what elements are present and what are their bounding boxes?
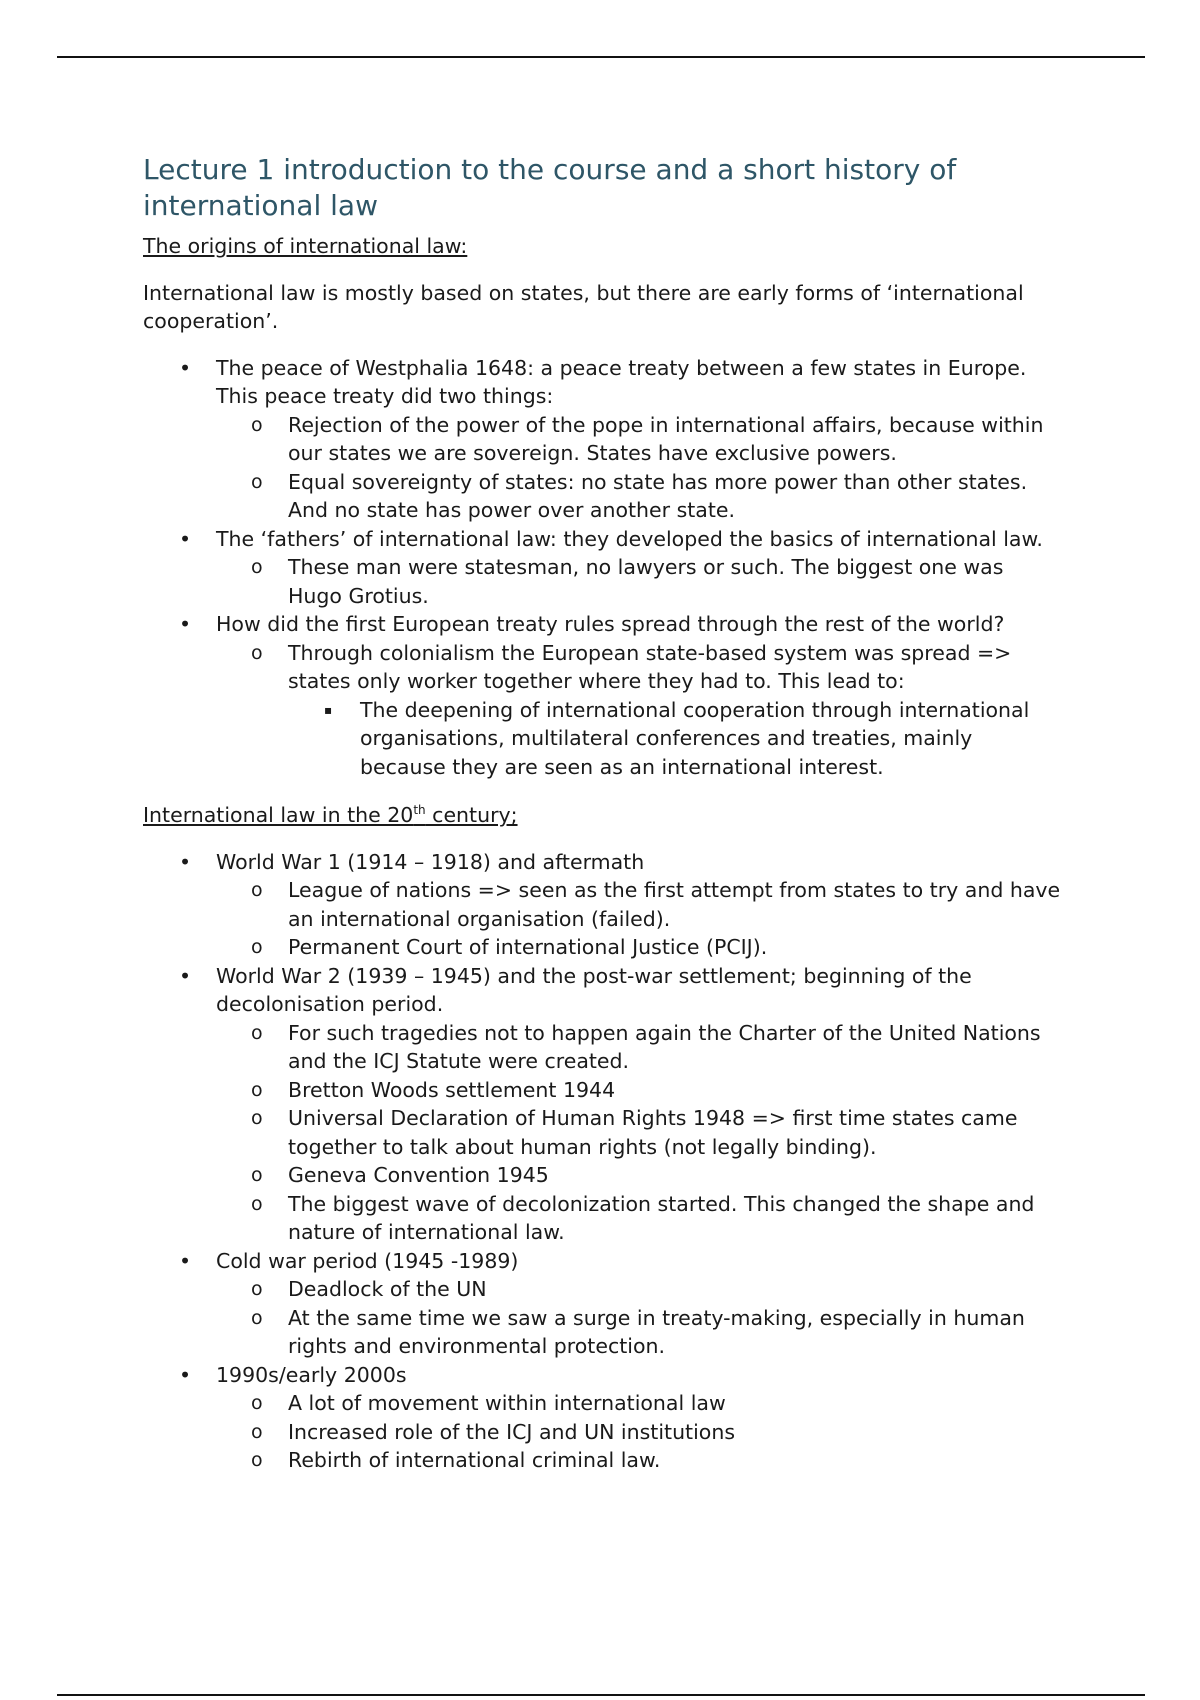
sub-list-item xyxy=(216,553,1063,610)
sub-list-item-text: A lot of movement within international law xyxy=(288,1391,726,1415)
sub-list-item xyxy=(216,1389,1063,1418)
circle-marker: o xyxy=(251,413,263,436)
heading-text-end: century; xyxy=(425,803,518,827)
list-item-text: 1990s/early 2000s xyxy=(216,1362,407,1387)
circle-marker: o xyxy=(251,641,263,664)
sub-list-item xyxy=(216,1104,1063,1161)
sub-list-item-text: The biggest wave of decolonization started. This changed the shape and nature of international law. xyxy=(288,1191,1035,1244)
origins-list xyxy=(143,354,1063,782)
circle-marker: o xyxy=(251,1164,263,1186)
sub-list-item xyxy=(216,1304,1063,1361)
sub-list-item xyxy=(216,1190,1063,1247)
circle-marker: o xyxy=(251,1449,263,1471)
list-item xyxy=(143,1361,1063,1475)
circle-marker: o xyxy=(251,936,263,958)
heading-text: International law in the 20 xyxy=(143,803,414,827)
circle-marker: o xyxy=(251,1278,263,1300)
sub-list-item-text: Rebirth of international criminal law. xyxy=(288,1448,661,1472)
sub-list xyxy=(216,876,1063,962)
bullet-marker: • xyxy=(179,963,192,988)
list-item xyxy=(143,848,1063,962)
circle-marker: o xyxy=(251,1392,263,1414)
sub-list-item-text: Equal sovereignty of states: no state has more power than other states. And no state has power over another state. xyxy=(288,469,1028,522)
list-item xyxy=(143,962,1063,1247)
header-rule xyxy=(57,56,1145,58)
sub-list-item-text: Rejection of the power of the pope in international affairs, because within our states we are sovereign. States have exclusive powers. xyxy=(288,412,1044,465)
sub-list-item-text: Permanent Court of international Justice (PCIJ). xyxy=(288,935,768,959)
sub-list-item-text: Bretton Woods settlement 1944 xyxy=(288,1077,616,1102)
page-title: Lecture 1 introduction to the course and a short history of international law xyxy=(143,153,957,222)
list-item xyxy=(143,1247,1063,1361)
bullet-marker: • xyxy=(179,612,192,636)
sub-list-item-text: For such tragedies not to happen again the Charter of the United Nations and the ICJ Statute were created. xyxy=(288,1020,1041,1073)
twentieth-century-list xyxy=(143,848,1063,1475)
sub-sub-list xyxy=(288,696,1063,782)
list-item-text: World War 1 (1914 – 1918) and aftermath xyxy=(216,849,645,874)
list-item xyxy=(143,610,1063,781)
circle-marker: o xyxy=(251,470,263,493)
bullet-marker: • xyxy=(179,1362,192,1387)
sub-list-item-text: Geneva Convention 1945 xyxy=(288,1163,549,1187)
list-item-text: World War 2 (1939 – 1945) and the post-war settlement; beginning of the decolonisation period. xyxy=(216,963,972,1016)
sub-list-item-text: Increased role of the ICJ and UN institutions xyxy=(288,1419,736,1444)
sub-list xyxy=(216,553,1063,610)
sub-sub-list-item-text: The deepening of international cooperation through international organisations, multilateral conferences and treaties, mainly because they are seen as an international interest. xyxy=(360,697,1030,779)
intro-paragraph: International law is mostly based on states, but there are early forms of ‘international cooperation’. xyxy=(143,280,1024,333)
circle-marker: o xyxy=(251,1021,263,1044)
circle-marker: o xyxy=(251,879,263,901)
sub-list xyxy=(216,1019,1063,1247)
circle-marker: o xyxy=(251,556,263,578)
heading-superscript: th xyxy=(413,803,426,818)
sub-list-item-text: Universal Declaration of Human Rights 1948 => first time states came together to talk about human rights (not legally binding). xyxy=(288,1106,1018,1159)
bullet-marker: • xyxy=(179,355,192,380)
sub-list xyxy=(216,411,1063,525)
sub-list-item xyxy=(216,876,1063,933)
list-item-text: Cold war period (1945 -1989) xyxy=(216,1248,519,1273)
sub-list-item xyxy=(216,1418,1063,1447)
circle-marker: o xyxy=(251,1192,263,1215)
list-item xyxy=(143,525,1063,611)
circle-marker: o xyxy=(251,1078,263,1101)
sub-list-item xyxy=(216,1076,1063,1105)
circle-marker: o xyxy=(251,1107,263,1129)
list-item-text: The ‘fathers’ of international law: they developed the basics of international law. xyxy=(216,526,1043,551)
sub-list-item-text: At the same time we saw a surge in treaty-making, especially in human rights and environmental protection. xyxy=(288,1305,1025,1358)
sub-list-item xyxy=(216,1275,1063,1304)
list-item xyxy=(143,354,1063,525)
sub-list-item xyxy=(216,1019,1063,1076)
bullet-marker: • xyxy=(179,1248,192,1273)
sub-list-item xyxy=(216,1446,1063,1475)
sub-list-item-text: League of nations => seen as the first attempt from states to try and have an international organisation (failed). xyxy=(288,878,1061,931)
circle-marker: o xyxy=(251,1420,263,1443)
sub-list-item-text: Deadlock of the UN xyxy=(288,1277,487,1301)
sub-list-item-text: Through colonialism the European state-based system was spread => states only worker together where they had to. This lead to: xyxy=(288,640,1012,693)
list-item-text: How did the first European treaty rules spread through the rest of the world? xyxy=(216,612,1005,636)
sub-list-item xyxy=(216,639,1063,782)
section-heading-20th-century xyxy=(143,801,1063,830)
square-marker: ▪ xyxy=(324,702,333,717)
sub-list xyxy=(216,1275,1063,1361)
sub-list-item xyxy=(216,933,1063,962)
sub-list-item xyxy=(216,468,1063,525)
sub-list-item xyxy=(216,1161,1063,1190)
sub-list-item-text: These man were statesman, no lawyers or such. The biggest one was Hugo Grotius. xyxy=(288,555,1004,608)
bullet-marker: • xyxy=(179,526,192,551)
sub-list xyxy=(216,1389,1063,1475)
sub-list xyxy=(216,639,1063,782)
circle-marker: o xyxy=(251,1306,263,1329)
list-item-text: The peace of Westphalia 1648: a peace treaty between a few states in Europe. This peace treaty did two things: xyxy=(216,355,1027,408)
footer-rule xyxy=(57,1694,1145,1696)
section-heading-origins: The origins of international law: xyxy=(143,234,468,258)
document-body xyxy=(143,152,1063,1495)
sub-sub-list-item xyxy=(288,696,1063,782)
sub-list-item xyxy=(216,411,1063,468)
bullet-marker: • xyxy=(179,849,192,874)
